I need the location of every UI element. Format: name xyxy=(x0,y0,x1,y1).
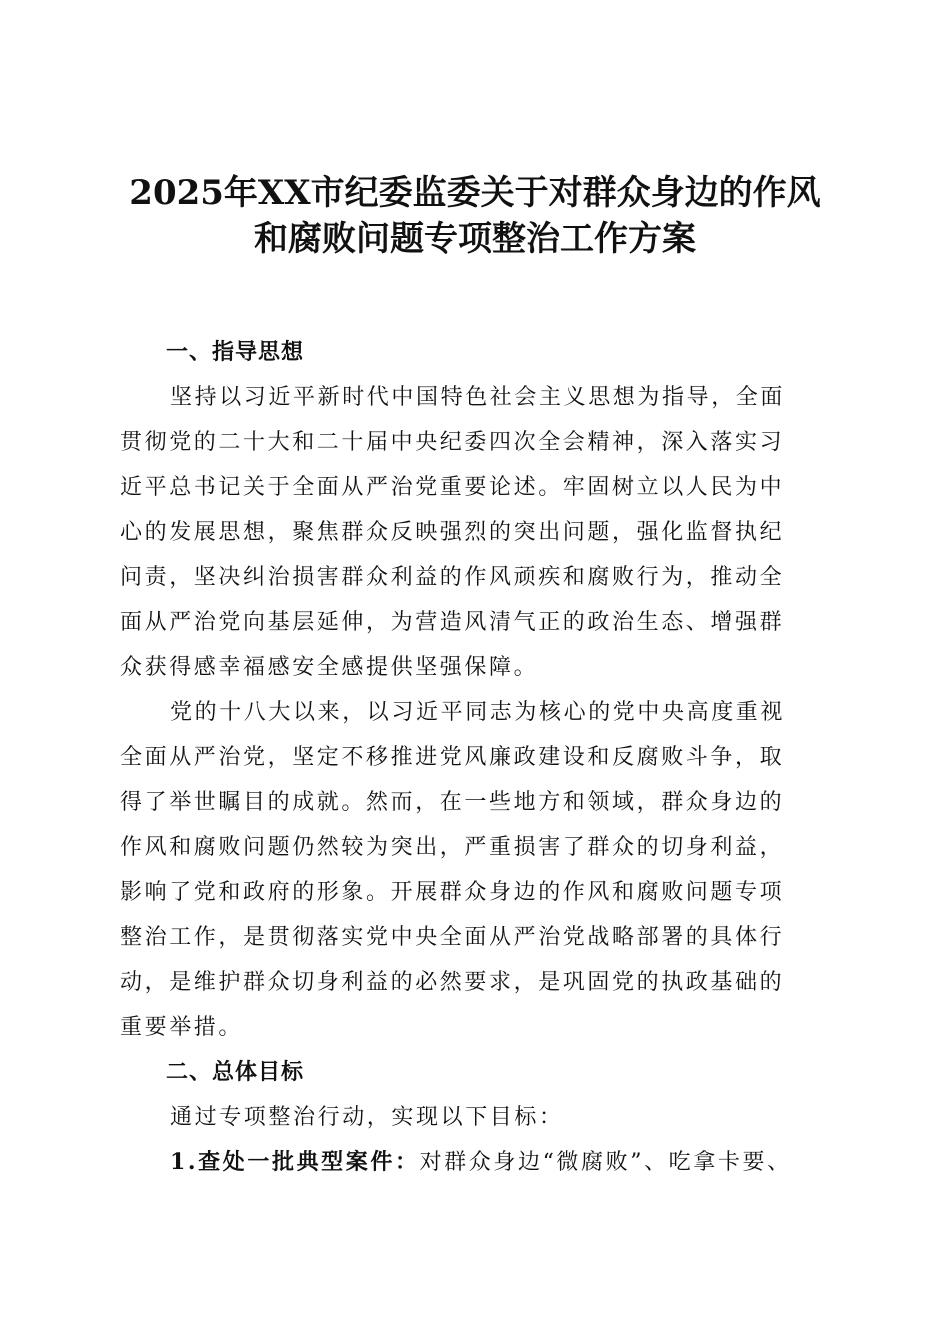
paragraph-line: 作风和腐败问题仍然较为突出，严重损害了群众的切身利益， xyxy=(120,835,785,860)
paragraph-background xyxy=(120,690,830,1050)
title-line-1: 2025年XX市纪委监委关于对群众身边的作风 xyxy=(129,173,821,213)
paragraph-line: 重要举措。 xyxy=(120,1015,244,1040)
paragraph-line: 众获得感幸福感安全感提供坚强保障。 xyxy=(120,655,539,680)
paragraph-guiding-ideology xyxy=(120,375,830,690)
list-item-label: 1.查处一批典型案件： xyxy=(170,1149,420,1175)
section-heading-guiding-ideology: 一、指导思想 xyxy=(166,340,305,365)
paragraph-line: 近平总书记关于全面从严治党重要论述。牢固树立以人民为中 xyxy=(120,475,785,500)
paragraph-line: 心的发展思想，聚焦群众反映强烈的突出问题，强化监督执纪 xyxy=(120,520,785,545)
title-line-2: 和腐败问题专项整治工作方案 xyxy=(254,219,696,259)
paragraph-goals-intro: 通过专项整治行动，实现以下目标： xyxy=(170,1105,564,1130)
document-body xyxy=(120,330,830,1185)
paragraph-line: 影响了党和政府的形象。开展群众身边的作风和腐败问题专项 xyxy=(120,880,785,905)
paragraph-line: 问责，坚决纠治损害群众利益的作风顽疾和腐败行为，推动全 xyxy=(120,565,785,590)
paragraph-line: 坚持以习近平新时代中国特色社会主义思想为指导，全面 xyxy=(170,385,786,410)
paragraph-line: 整治工作，是贯彻落实党中央全面从严治党战略部署的具体行 xyxy=(120,925,785,950)
document-title xyxy=(110,170,840,262)
list-item-goal-1 xyxy=(120,1140,830,1185)
paragraph-line: 动，是维护群众切身利益的必然要求，是巩固党的执政基础的 xyxy=(120,970,785,995)
paragraph-line: 贯彻党的二十大和二十届中央纪委四次全会精神，深入落实习 xyxy=(120,430,785,455)
list-item-text: 对群众身边“微腐败”、吃拿卡要、 xyxy=(419,1150,792,1175)
paragraph-line: 得了举世瞩目的成就。然而，在一些地方和领域，群众身边的 xyxy=(120,790,785,815)
paragraph-line: 面从严治党向基层延伸，为营造风清气正的政治生态、增强群 xyxy=(120,610,785,635)
paragraph-line: 党的十八大以来，以习近平同志为核心的党中央高度重视 xyxy=(170,700,786,725)
paragraph-line: 全面从严治党，坚定不移推进党风廉政建设和反腐败斗争，取 xyxy=(120,745,785,770)
section-heading-overall-goals: 二、总体目标 xyxy=(166,1060,305,1085)
